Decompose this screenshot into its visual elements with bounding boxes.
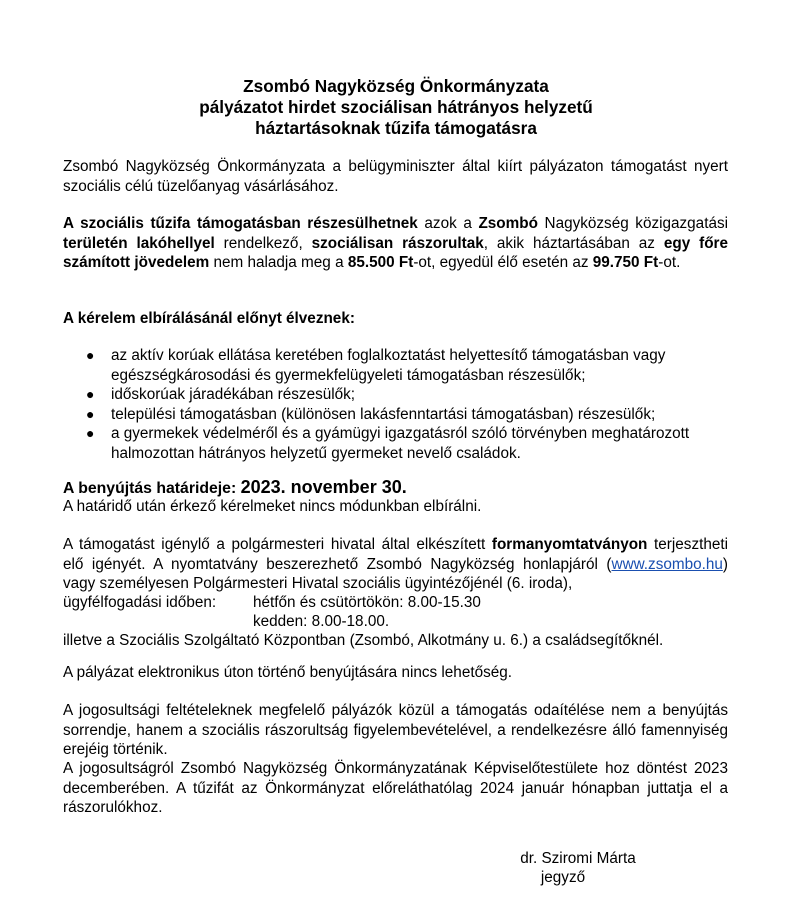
list-item <box>63 346 728 385</box>
bullet-icon: ● <box>86 405 95 422</box>
signature-name: dr. Sziromi Márta <box>520 850 636 867</box>
title-line-1: Zsombó Nagyközség Önkormányzata <box>243 76 549 96</box>
list-item-text: a gyermekek védelméről és a gyámügyi igazgatásról szóló törvényben meghatározott halmozottan hátrányos helyzetű gyermeket nevelő családok. <box>111 425 690 462</box>
center-info: illetve a Szociális Szolgáltató Központban (Zsombó, Alkotmány u. 6.) a családsegítőknél. <box>63 632 664 649</box>
signature-role: jegyző <box>540 869 586 886</box>
decision-paragraph-2: A jogosultságról Zsombó Nagyközség Önkormányzatának Képviselőtestülete hoz döntést 2023 decemberében. A tűzifát az Önkormányzat előreláthatólag 2024 január hónapban juttatja el a rászorulókhoz. <box>63 760 728 816</box>
bullet-icon: ● <box>86 386 95 402</box>
deadline <box>63 478 728 499</box>
hours-tuesday: kedden: 8.00-18.00. <box>253 613 390 630</box>
deadline-label: A benyújtás határideje: <box>63 480 241 497</box>
list-item-text: időskorúak járadékában részesülők; <box>111 386 356 403</box>
eligibility-text: -ot. <box>658 254 681 271</box>
bullet-icon: ● <box>86 425 95 441</box>
eligibility-residence: területén lakóhellyel <box>63 234 215 252</box>
eligibility-needy: szociálisan rászorultak <box>311 234 484 252</box>
eligibility-text: azok a <box>417 215 479 232</box>
income-limit-single: 99.750 Ft <box>592 254 659 271</box>
eligibility-text: rendelkező, <box>214 234 312 252</box>
income-limit: 85.500 Ft <box>347 254 414 271</box>
title-line-3: háztartásoknak tűzifa támogatásra <box>255 118 537 138</box>
deadline-date: 2023. november 30. <box>240 477 407 497</box>
form-text: A támogatást igénylő a polgármesteri hivatal által elkészített <box>63 536 492 553</box>
website-link[interactable]: www.zsombo.hu <box>611 555 723 573</box>
list-item <box>63 405 728 425</box>
eligibility-text: Nagyközség közigazgatási <box>537 215 728 232</box>
priority-list <box>63 346 728 463</box>
eligibility-paragraph <box>63 214 728 273</box>
list-item <box>63 385 728 405</box>
decision-paragraph-1: A jogosultsági feltételeknek megfelelő pályázók közül a támogatás odaítélése nem a benyújtás sorrendje, hanem a szociális rászorultság figyelembevételével, a rendelkezésre álló famennyiség erejéig történik. <box>63 702 728 758</box>
eligibility-text: -ot, egyedül élő esetén az <box>413 254 593 271</box>
hours-monday-thursday: hétfőn és csütörtökön: 8.00-15.30 <box>253 594 481 611</box>
list-item <box>63 424 728 463</box>
eligibility-income: egy főre számított jövedelem <box>63 234 729 271</box>
eligibility-text: , akik háztartásában az <box>483 234 664 252</box>
hours-label: ügyfélfogadási időben: <box>63 594 217 611</box>
intro-paragraph: Zsombó Nagyközség Önkormányzata a belügyminiszter által kiírt pályázaton támogatást nyert szociális célú tüzelőanyag vásárlásához. <box>63 158 728 195</box>
form-text: ) vagy személyesen Polgármesteri Hivatal szociális ügyintézőjénél (6. iroda), <box>63 555 728 592</box>
deadline-note: A határidő után érkező kérelmeket nincs módunkban elbírálni. <box>63 498 482 515</box>
list-item-text: az aktív korúak ellátása keretében foglalkoztatást helyettesítő támogatásban vagy egészségkárosodási és gyermekfelügyeleti támogatásban részesülők; <box>111 347 666 384</box>
list-item-text: települési támogatásban (különösen lakásfenntartási támogatásban) részesülők; <box>111 405 656 423</box>
eligibility-text: nem haladja meg a <box>209 254 348 271</box>
form-paragraph <box>63 535 728 594</box>
form-text: terjesztheti elő igényét. A nyomtatvány beszerezhető Zsombó Nagyközség honlapjáról ( <box>63 536 729 573</box>
title-line-2: pályázatot hirdet szociálisan hátrányos helyzetű <box>199 97 593 117</box>
form-name: formanyomtatványon <box>491 536 648 553</box>
eligibility-lead: A szociális tűzifa támogatásban részesülhetnek <box>63 215 418 232</box>
eligibility-town: Zsombó <box>478 215 538 232</box>
priority-heading: A kérelem elbírálásánál előnyt élveznek: <box>63 310 355 327</box>
electronic-note: A pályázat elektronikus úton történő benyújtására nincs lehetőség. <box>63 664 512 681</box>
bullet-icon: ● <box>86 347 95 363</box>
